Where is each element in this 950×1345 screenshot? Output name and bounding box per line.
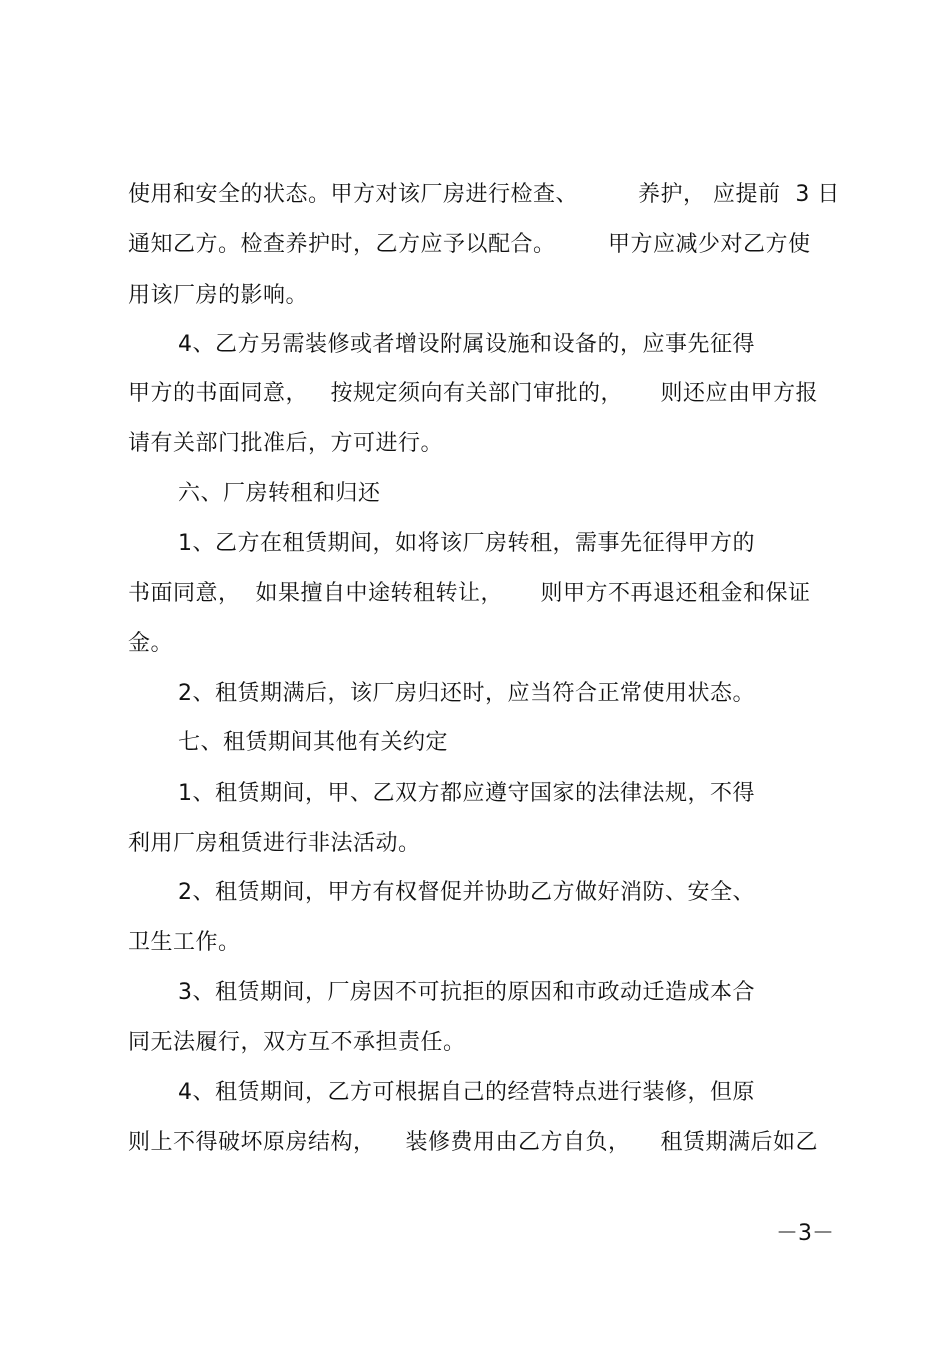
text-line: 金。 [128,631,174,656]
section-heading: 六、厂房转租和归还 [178,481,381,506]
section-heading: 七、租赁期间其他有关约定 [178,730,449,755]
text-line: 卫生工作。 [128,930,241,955]
text-line: 请有关部门批准后，方可进行。 [128,431,444,456]
paragraph-line: 4、租赁期间，乙方可根据自己的经营特点进行装修，但原 [178,1080,755,1105]
text-line: 用该厂房的影响。 [128,283,309,308]
paragraph-line: 3、租赁期间，厂房因不可抗拒的原因和市政动迁造成本合 [178,980,755,1005]
text-line: 利用厂房租赁进行非法活动。 [128,831,421,856]
text-line: 则上不得破坏原房结构， 装修费用由乙方自负， 租赁期满后如乙 [128,1130,818,1155]
paragraph-line: 1、租赁期间，甲、乙双方都应遵守国家的法律法规，不得 [178,781,755,806]
text-line: 书面同意， 如果擅自中途转租转让， 则甲方不再退还租金和保证 [128,581,811,606]
text-line: 同无法履行，双方互不承担责任。 [128,1030,466,1055]
paragraph-line: 2、租赁期满后，该厂房归还时，应当符合正常使用状态。 [178,681,755,706]
paragraph-line: 2、租赁期间，甲方有权督促并协助乙方做好消防、安全、 [178,880,755,905]
page-number: －3－ [776,1221,834,1246]
text-line: 甲方的书面同意， 按规定须向有关部门审批的， 则还应由甲方报 [128,381,818,406]
paragraph-line: 1、乙方在租赁期间，如将该厂房转租，需事先征得甲方的 [178,531,755,556]
text-line: 通知乙方。检查养护时，乙方应予以配合。 甲方应减少对乙方使 [128,232,811,257]
paragraph-line: 4、乙方另需装修或者增设附属设施和设备的，应事先征得 [178,332,755,357]
text-line: 使用和安全的状态。甲方对该厂房进行检查、 养护， 应提前 3 日 [128,182,840,207]
